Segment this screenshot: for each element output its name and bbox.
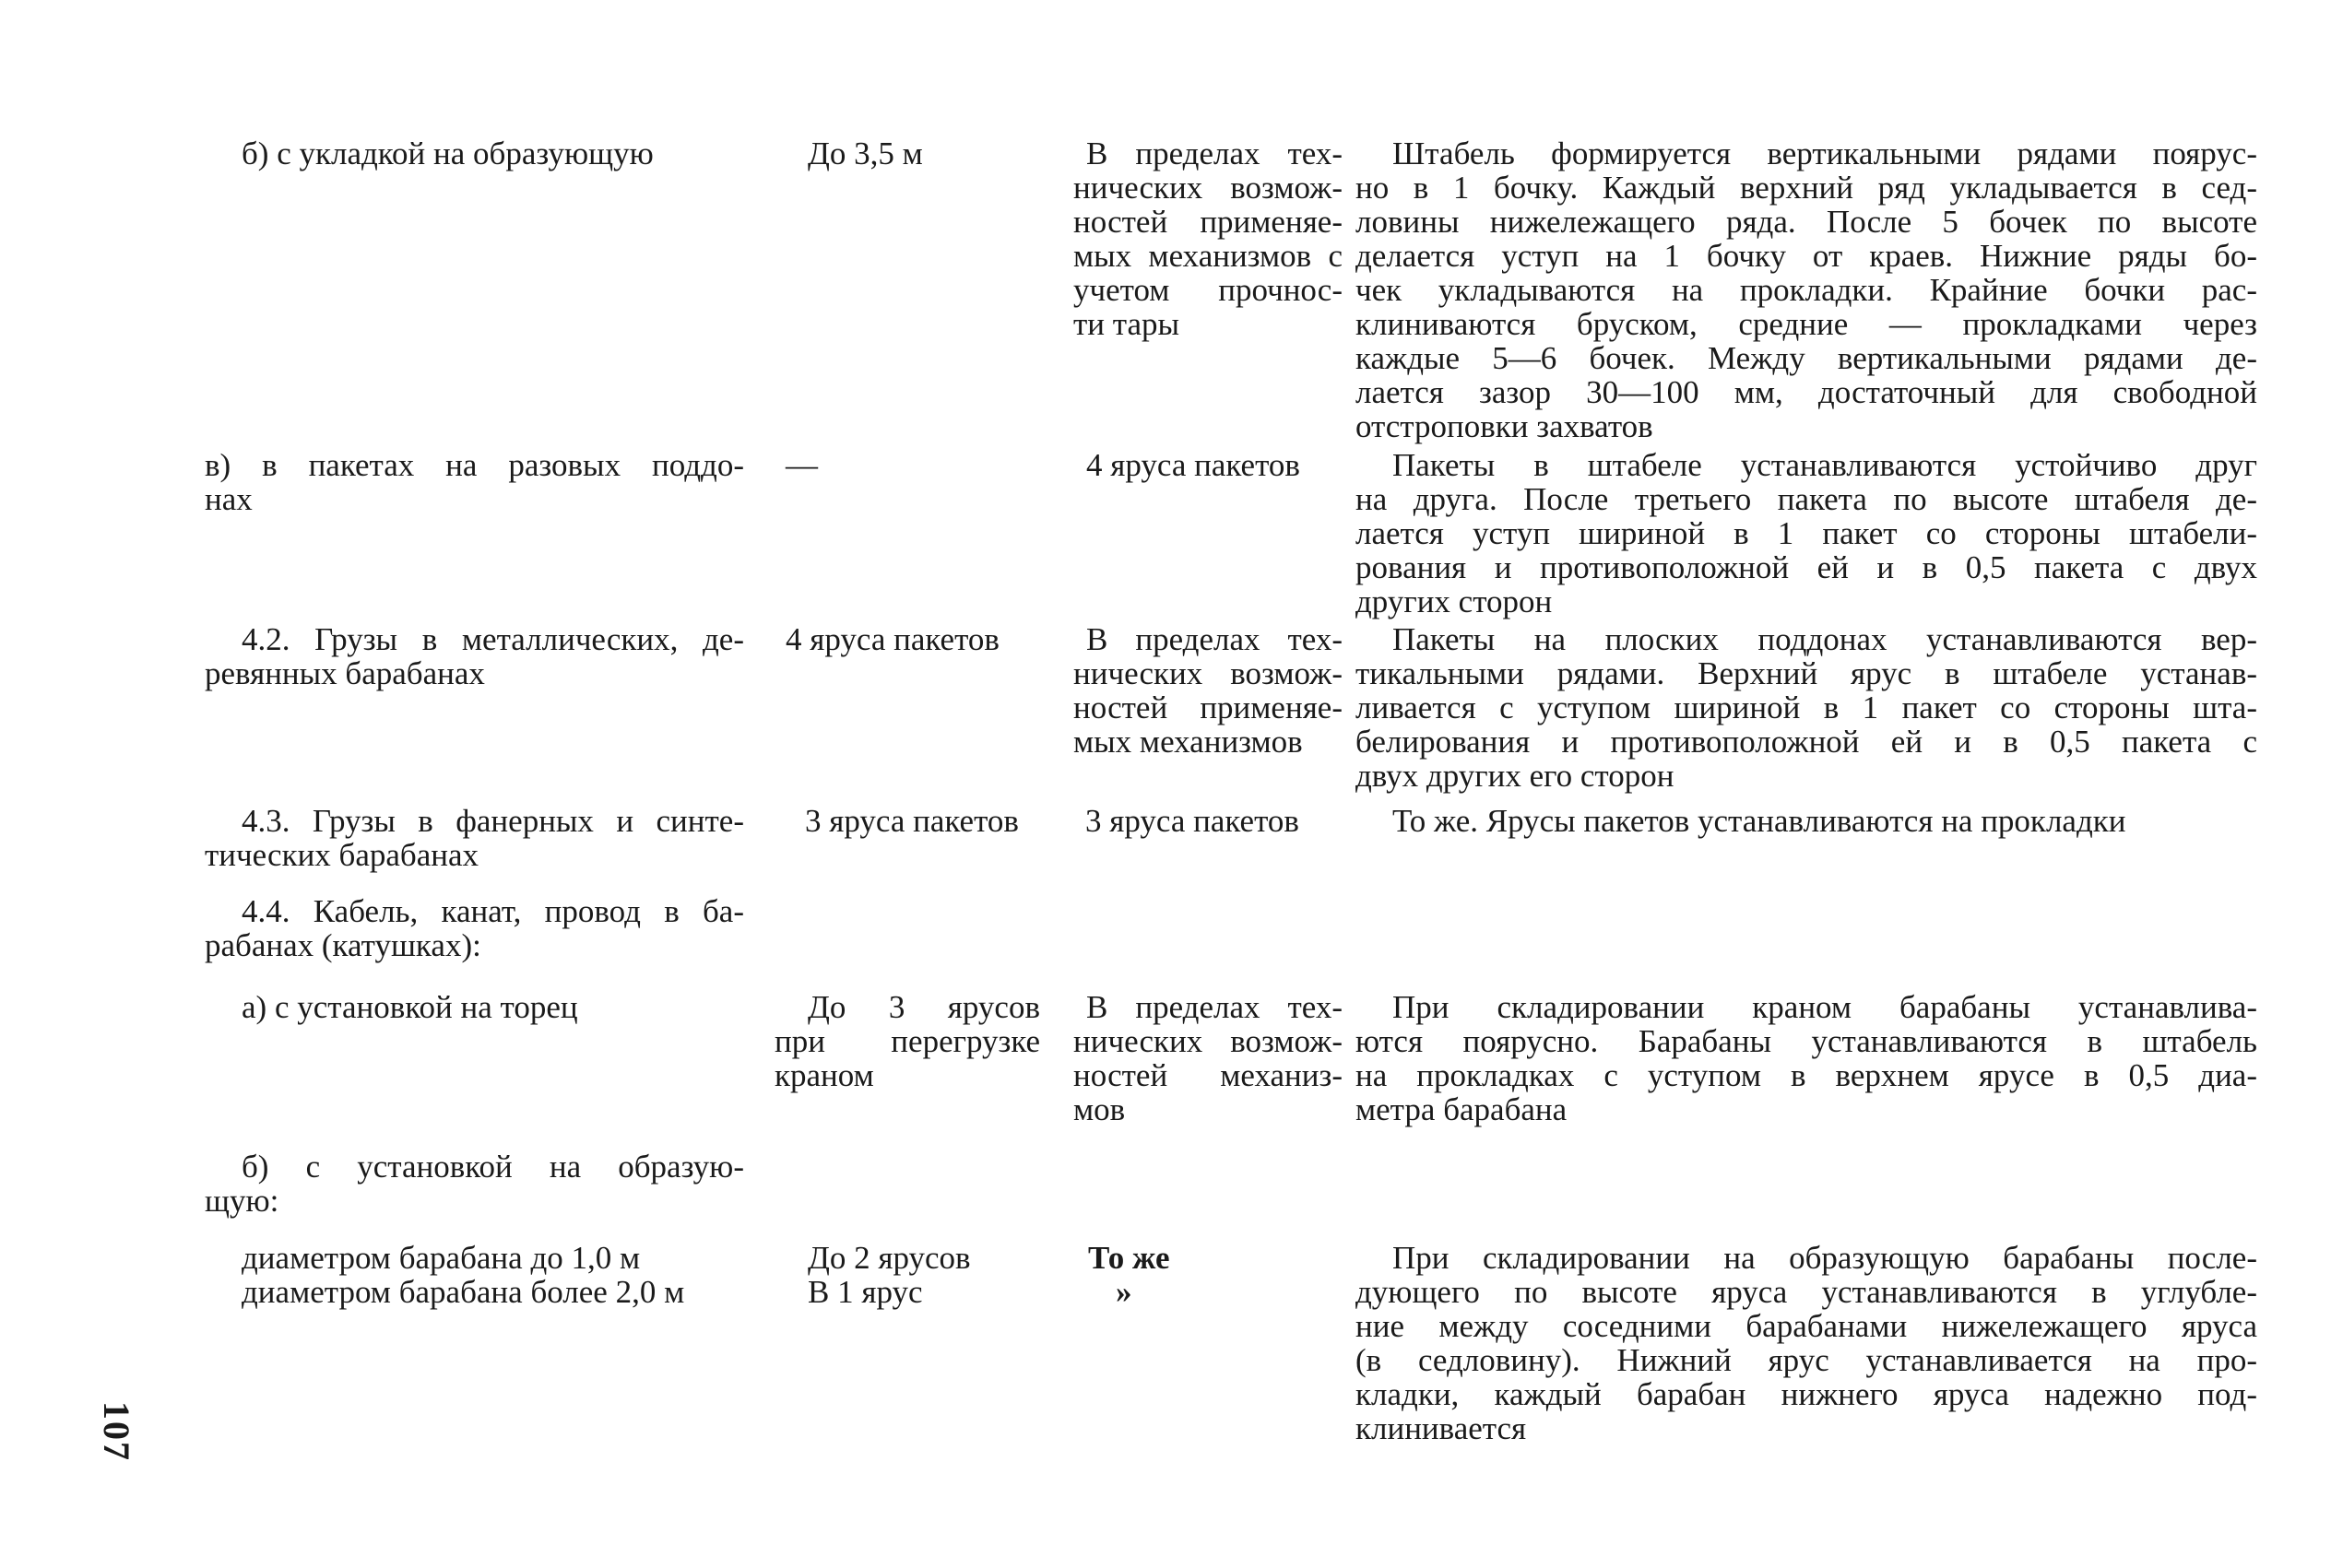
text-line: отстроповки захватов bbox=[1355, 408, 1653, 444]
text-line: При складировании краном барабаны устанавлива- bbox=[1392, 989, 2257, 1025]
text-line: нах bbox=[205, 481, 253, 517]
text-line: клиниваются бруском, средние — прокладками через bbox=[1355, 306, 2257, 342]
row-label bbox=[205, 1149, 744, 1218]
text-line: а) с установкой на торец bbox=[242, 989, 578, 1025]
description-cell bbox=[1392, 804, 2294, 838]
text-line: кладки, каждый барабан нижнего яруса надежно под- bbox=[1355, 1376, 2257, 1412]
text-line: других сторон bbox=[1355, 584, 1553, 619]
text-line: ливается с уступом шириной в 1 пакет со стороны шта- bbox=[1355, 690, 2257, 725]
max-height-cell bbox=[775, 990, 1040, 1092]
text-line: ностей механиз- bbox=[1073, 1057, 1343, 1093]
text-line: каждые 5—6 бочек. Между вертикальными рядами де- bbox=[1355, 340, 2257, 376]
text-line: 3 яруса пакетов bbox=[805, 803, 1019, 839]
text-line: мов bbox=[1073, 1091, 1126, 1127]
description-cell bbox=[1355, 1241, 2257, 1445]
text-line: диаметром барабана до 1,0 м bbox=[242, 1240, 641, 1276]
stack-limit-cell bbox=[1086, 448, 1355, 482]
max-height-cell bbox=[786, 448, 1081, 482]
text-line: на друга. После третьего пакета по высоте штабеля де- bbox=[1355, 481, 2257, 517]
text-line: До 2 ярусов bbox=[808, 1240, 971, 1276]
stack-limit-cell bbox=[1085, 804, 1355, 838]
row-label bbox=[205, 1241, 795, 1309]
text-line: В 1 ярус bbox=[808, 1274, 923, 1310]
text-line: дующего по высоте яруса устанавливаются в углубле- bbox=[1355, 1274, 2257, 1310]
stack-limit-cell bbox=[1073, 136, 1343, 341]
page-number: 107 bbox=[96, 1401, 137, 1462]
text-line: метра барабана bbox=[1355, 1091, 1568, 1127]
text-line: ревянных барабанах bbox=[205, 655, 485, 691]
text-line: 4.4. Кабель, канат, провод в ба- bbox=[242, 893, 744, 929]
text-line: краном bbox=[775, 1057, 874, 1093]
text-line: » bbox=[1116, 1274, 1132, 1310]
description-cell bbox=[1355, 136, 2257, 443]
max-height-cell bbox=[808, 1241, 1103, 1309]
text-line: 4.2. Грузы в металлических, де- bbox=[242, 621, 744, 657]
text-line: 4 яруса пакетов bbox=[1086, 447, 1300, 483]
text-line: Пакеты на плоских поддонах устанавливаются вер- bbox=[1392, 621, 2257, 657]
text-line: лается зазор 30—100 мм, достаточный для свободной bbox=[1355, 374, 2257, 410]
description-cell bbox=[1355, 448, 2257, 619]
text-line: клинивается bbox=[1355, 1410, 1527, 1446]
text-line: До 3,5 м bbox=[808, 136, 923, 171]
text-line: ние между соседними барабанами нижележащего яруса bbox=[1355, 1308, 2257, 1344]
text-line: двух других его сторон bbox=[1355, 758, 1674, 794]
text-line: мых механизмов с bbox=[1073, 238, 1343, 274]
text-line: рабанах (катушках): bbox=[205, 927, 481, 963]
text-line: тических барабанах bbox=[205, 837, 479, 873]
text-line: ностей применяе- bbox=[1073, 690, 1343, 725]
row-label bbox=[205, 622, 744, 690]
text-line: б) с укладкой на образующую bbox=[242, 136, 654, 171]
text-line: чек укладываются на прокладки. Крайние бочки рас- bbox=[1355, 272, 2257, 308]
text-line: То же bbox=[1088, 1240, 1170, 1276]
max-height-cell bbox=[805, 804, 1100, 838]
text-line: белирования и противоположной ей и в 0,5 пакета с bbox=[1355, 724, 2257, 760]
text-line: (в седловину). Нижний ярус устанавливается на про- bbox=[1355, 1342, 2257, 1378]
row-label bbox=[205, 448, 744, 516]
text-line: 3 яруса пакетов bbox=[1085, 803, 1299, 839]
text-line: При складировании на образующую барабаны после- bbox=[1392, 1240, 2257, 1276]
text-line: диаметром барабана более 2,0 м bbox=[242, 1274, 685, 1310]
text-line: 4.3. Грузы в фанерных и синте- bbox=[242, 803, 744, 839]
max-height-cell bbox=[808, 136, 1103, 171]
text-line: До 3 ярусов bbox=[808, 989, 1040, 1025]
text-line: б) с установкой на образую- bbox=[242, 1149, 744, 1185]
text-line: нических возмож- bbox=[1073, 655, 1343, 691]
text-line: учетом прочнос- bbox=[1073, 272, 1343, 308]
text-line: В пределах тех- bbox=[1086, 621, 1343, 657]
row-label bbox=[205, 804, 744, 872]
text-line: нических возмож- bbox=[1073, 1023, 1343, 1059]
text-line: на прокладках с уступом в верхнем ярусе в 0,5 диа- bbox=[1355, 1057, 2257, 1093]
text-line: в) в пакетах на разовых поддо- bbox=[205, 447, 744, 483]
text-line: но в 1 бочку. Каждый верхний ряд укладывается в сед- bbox=[1355, 170, 2257, 206]
text-line: Штабель формируется вертикальными рядами поярус- bbox=[1392, 136, 2257, 171]
text-line: ются поярусно. Барабаны устанавливаются в штабель bbox=[1355, 1023, 2257, 1059]
text-line: ловины нижележащего ряда. После 5 бочек по высоте bbox=[1355, 204, 2257, 240]
row-label bbox=[205, 990, 795, 1024]
description-cell bbox=[1355, 622, 2257, 793]
stack-limit-cell bbox=[1088, 1241, 1357, 1309]
text-line: рования и противоположной ей и в 0,5 пакета с двух bbox=[1355, 549, 2257, 585]
text-line: щую: bbox=[205, 1183, 279, 1219]
text-line: То же. Ярусы пакетов устанавливаются на прокладки bbox=[1392, 803, 2126, 839]
row-label bbox=[205, 136, 795, 171]
text-line: ностей применяе- bbox=[1073, 204, 1343, 240]
description-cell bbox=[1355, 990, 2257, 1126]
text-line: Пакеты в штабеле устанавливаются устойчиво друг bbox=[1392, 447, 2257, 483]
text-line: 4 яруса пакетов bbox=[786, 621, 1000, 657]
text-line: — bbox=[786, 447, 818, 483]
text-line: тикальными рядами. Верхний ярус в штабеле устанав- bbox=[1355, 655, 2257, 691]
text-line: В пределах тех- bbox=[1086, 989, 1343, 1025]
text-line: при перегрузке bbox=[775, 1023, 1040, 1059]
stack-limit-cell bbox=[1073, 990, 1343, 1126]
text-line: делается уступ на 1 бочку от краев. Нижние ряды бо- bbox=[1355, 238, 2257, 274]
text-line: лается уступ шириной в 1 пакет со стороны штабели- bbox=[1355, 515, 2257, 551]
text-line: ти тары bbox=[1073, 306, 1180, 342]
text-line: мых механизмов bbox=[1073, 724, 1303, 760]
row-label bbox=[205, 894, 744, 962]
stack-limit-cell bbox=[1073, 622, 1343, 759]
max-height-cell bbox=[786, 622, 1081, 656]
text-line: В пределах тех- bbox=[1086, 136, 1343, 171]
text-line: нических возмож- bbox=[1073, 170, 1343, 206]
